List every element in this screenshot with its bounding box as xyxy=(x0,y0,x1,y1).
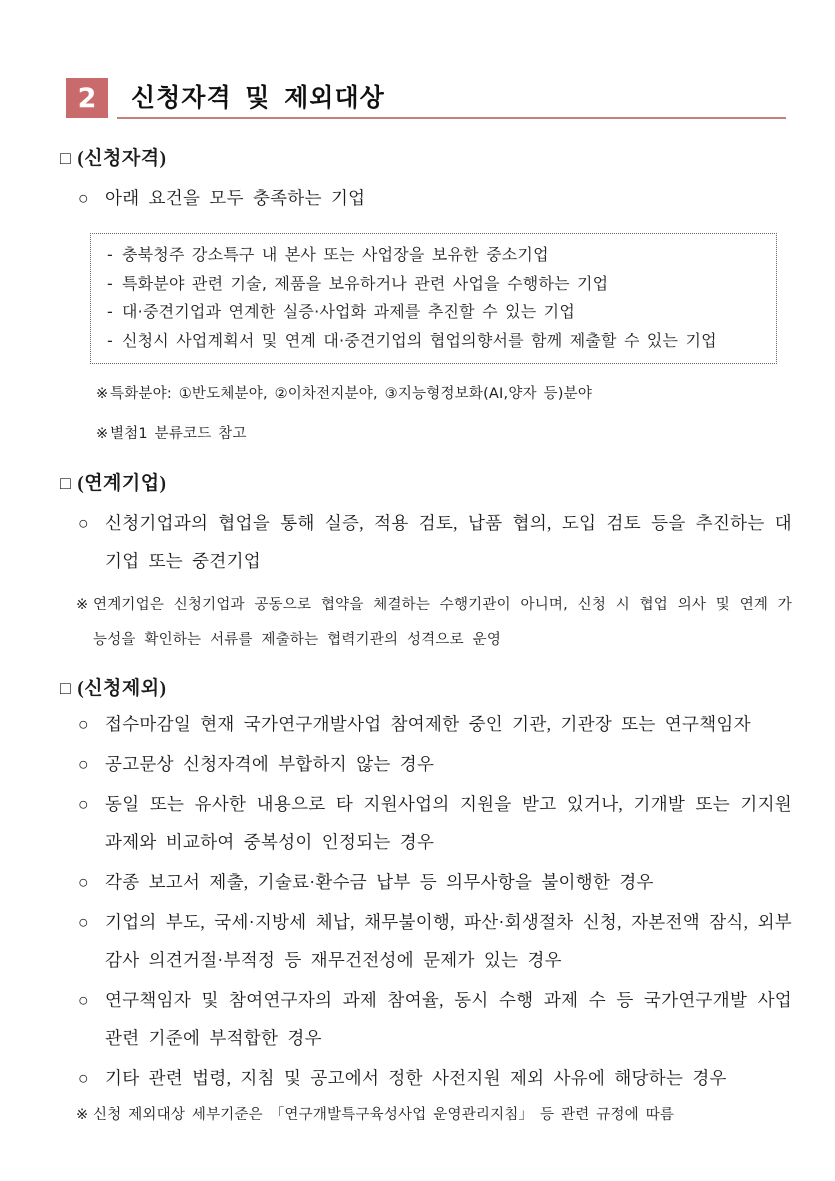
exclusion-item xyxy=(60,1059,792,1097)
qualification-note xyxy=(60,418,792,451)
qualification-bullet xyxy=(60,179,792,217)
linked-company-bullet xyxy=(60,504,792,580)
requirement-text: 대·중견기업과 연계한 실증·사업화 과제를 추진할 수 있는 기업 xyxy=(122,302,575,321)
note-ref-icon: ※ xyxy=(76,597,89,613)
qualification-note xyxy=(60,378,792,411)
exclusion-item-text: 기타 관련 법령, 지침 및 공고에서 정한 사전지원 제외 사유에 해당하는 경우 xyxy=(105,1068,727,1088)
exclusion-item xyxy=(60,745,792,783)
exclusion-item-text: 동일 또는 유사한 내용으로 타 지원사업의 지원을 받고 있거나, 기개발 또는 기지원 과제와 비교하여 중복성이 인정되는 경우 xyxy=(105,794,792,852)
exclusion-item xyxy=(60,981,792,1057)
dash-bullet-icon: - xyxy=(107,330,113,350)
note-ref-icon: ※ xyxy=(96,386,109,402)
circle-bullet-icon: ○ xyxy=(78,872,89,892)
exclusion-item-text: 각종 보고서 제출, 기술료·환수금 납부 등 의무사항을 불이행한 경우 xyxy=(105,872,654,892)
qualification-heading-label: (신청자격) xyxy=(77,148,167,169)
exclusion-item xyxy=(60,903,792,979)
exclusion-item-text: 공고문상 신청자격에 부합하지 않는 경우 xyxy=(105,754,435,774)
dash-bullet-icon: - xyxy=(107,273,113,293)
circle-bullet-icon: ○ xyxy=(78,794,89,814)
circle-bullet-icon: ○ xyxy=(78,912,89,932)
requirements-box xyxy=(90,233,777,364)
linked-company-heading-label: (연계기업) xyxy=(77,473,167,494)
requirement-item xyxy=(105,270,762,299)
document-body xyxy=(60,144,792,1131)
section-title-bar xyxy=(117,78,786,119)
linked-company-note-text: 연계기업은 신청기업과 공동으로 협약을 체결하는 수행기관이 아니며, 신청 시 협업 의사 및 연계 가능성을 확인하는 서류를 제출하는 협력기관의 성격으로 운영 xyxy=(93,597,792,648)
requirement-text: 신청시 사업계획서 및 연계 대·중견기업의 협업의향서를 함께 제출할 수 있는 기업 xyxy=(122,330,717,350)
requirement-item xyxy=(105,298,762,327)
exclusion-item xyxy=(60,785,792,861)
exclusion-item-text: 접수마감일 현재 국가연구개발사업 참여제한 중인 기관, 기관장 또는 연구책임자 xyxy=(105,714,751,734)
page-title: 신청자격 및 제외대상 xyxy=(131,83,385,112)
square-bullet-icon: □ xyxy=(60,473,72,493)
exclusion-item xyxy=(60,705,792,743)
qualification-bullet-text: 아래 요건을 모두 충족하는 기업 xyxy=(105,188,366,208)
circle-bullet-icon: ○ xyxy=(78,513,89,533)
linked-company-bullet-text: 신청기업과의 협업을 통해 실증, 적용 검토, 납품 협의, 도입 검토 등을 추진하는 대기업 또는 중견기업 xyxy=(105,513,792,571)
circle-bullet-icon: ○ xyxy=(78,1068,89,1088)
exclusion-item-text: 연구책임자 및 참여연구자의 과제 참여율, 동시 수행 과제 수 등 국가연구개발 사업 관련 기준에 부적합한 경우 xyxy=(105,990,792,1048)
requirement-item xyxy=(105,241,762,270)
linked-company-note xyxy=(60,588,792,658)
linked-company-heading xyxy=(60,469,792,498)
note-ref-icon: ※ xyxy=(76,1107,89,1123)
exclusion-item xyxy=(60,863,792,901)
qualification-note-text: 특화분야: ①반도체분야, ②이차전지분야, ③지능형정보화(AI,양자 등)분야 xyxy=(110,386,593,402)
requirement-text: 특화분야 관련 기술, 제품을 보유하거나 관련 사업을 수행하는 기업 xyxy=(122,273,609,293)
exclusion-note xyxy=(60,1099,792,1131)
section-number-badge: 2 xyxy=(66,78,108,118)
exclusion-item-text: 기업의 부도, 국세·지방세 체납, 채무불이행, 파산·회생절차 신청, 자본전액 잠식, 외부감사 의견거절·부적정 등 재무건전성에 문제가 있는 경우 xyxy=(105,912,792,970)
dash-bullet-icon: - xyxy=(107,245,113,264)
circle-bullet-icon: ○ xyxy=(78,990,89,1010)
exclusion-heading xyxy=(60,674,792,703)
section-header xyxy=(66,78,786,119)
circle-bullet-icon: ○ xyxy=(78,754,89,774)
requirement-item xyxy=(105,327,762,356)
square-bullet-icon: □ xyxy=(60,678,72,698)
exclusion-note-text: 신청 제외대상 세부기준은 「연구개발특구육성사업 운영관리지침」 등 관련 규정에 따름 xyxy=(93,1107,675,1123)
circle-bullet-icon: ○ xyxy=(78,714,89,734)
circle-bullet-icon: ○ xyxy=(78,188,89,208)
requirement-text: 충북청주 강소특구 내 본사 또는 사업장을 보유한 중소기업 xyxy=(122,245,549,264)
dash-bullet-icon: - xyxy=(107,302,113,321)
note-ref-icon: ※ xyxy=(96,426,109,442)
qualification-note-text: 별첨1 분류코드 참고 xyxy=(110,426,247,442)
exclusion-heading-label: (신청제외) xyxy=(77,678,167,699)
square-bullet-icon: □ xyxy=(60,148,72,168)
qualification-heading xyxy=(60,144,792,173)
